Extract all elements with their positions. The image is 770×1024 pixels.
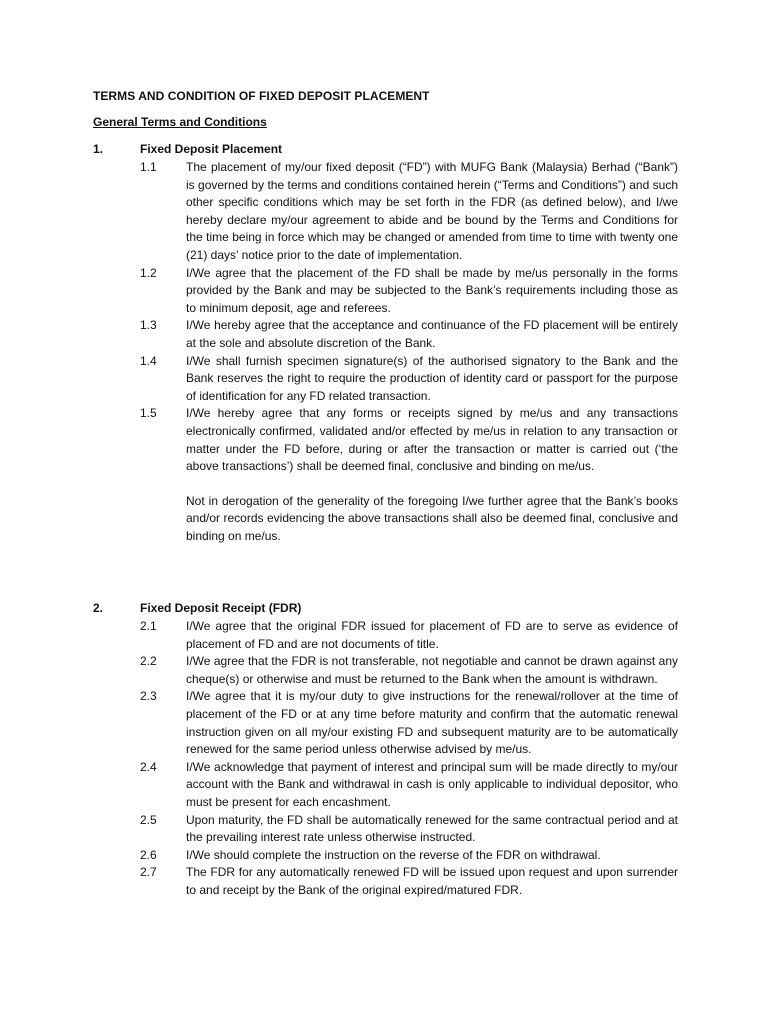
clause-text: I/We agree that it is my/our duty to give instructions for the renewal/rollover at the time of placement of the FD or at any time before maturity and confirm that the automatic renewal instruction given on all my/our existing FD and subsequent maturity are to be automatically renewed for the same period unless otherwise advised by me/us. bbox=[186, 689, 678, 757]
clause-1-4 bbox=[93, 353, 678, 406]
clause-2-1 bbox=[93, 618, 678, 653]
clause-1-1 bbox=[93, 159, 678, 265]
clause-1-2 bbox=[93, 265, 678, 318]
clause-2-5 bbox=[93, 812, 678, 847]
section-fixed-deposit-receipt bbox=[93, 600, 678, 900]
section-number: 1. bbox=[93, 142, 104, 156]
clause-number: 2.2 bbox=[140, 654, 157, 669]
section-heading bbox=[93, 600, 678, 618]
section-fixed-deposit-placement bbox=[93, 141, 678, 545]
clause-number: 2.4 bbox=[140, 759, 157, 774]
clause-text: I/We should complete the instruction on the reverse of the FDR on withdrawal. bbox=[186, 847, 601, 862]
clause-number: 2.6 bbox=[140, 847, 157, 862]
clause-2-4 bbox=[93, 759, 678, 812]
clause-number: 1.1 bbox=[140, 160, 157, 174]
clause-number: 1.5 bbox=[140, 406, 157, 421]
clause-1-3 bbox=[93, 317, 678, 352]
clause-1-5 bbox=[93, 405, 678, 475]
clause-text: I/We agree that the placement of the FD shall be made by me/us personally in the forms provided by the Bank and may be subjected to the Bank’s requirements including those as to minimum deposit, age and referees. bbox=[186, 265, 678, 315]
clause-number: 1.4 bbox=[140, 353, 157, 368]
section-title: Fixed Deposit Receipt (FDR) bbox=[140, 601, 302, 615]
clause-2-6 bbox=[93, 847, 678, 865]
clause-number: 1.2 bbox=[140, 265, 157, 280]
section-number: 2. bbox=[93, 601, 104, 615]
clause-number: 2.7 bbox=[140, 865, 157, 880]
section-heading bbox=[93, 141, 678, 159]
document-subtitle: General Terms and Conditions bbox=[93, 115, 267, 129]
clause-number: 2.3 bbox=[140, 689, 157, 704]
clause-text: I/We agree that the FDR is not transferable, not negotiable and cannot be drawn against any cheque(s) or otherwise and must be returned to the Bank when the amount is withdrawn. bbox=[186, 654, 678, 686]
clause-text: I/We agree that the original FDR issued for placement of FD are to serve as evidence of placement of FD and are not documents of title. bbox=[186, 619, 678, 651]
clause-text: I/We acknowledge that payment of interest and principal sum will be made directly to my/our account with the Bank and withdrawal in cash is only applicable to individual depositor, who must be present for each encashment. bbox=[186, 759, 678, 809]
clause-text: I/We hereby agree that the acceptance and continuance of the FD placement will be entirely at the sole and absolute discretion of the Bank. bbox=[186, 318, 678, 350]
clause-1-5-note: Not in derogation of the generality of the foregoing I/we further agree that the Bank’s books and/or records evidencing the above transactions shall also be deemed final, conclusive and binding on me/us. bbox=[186, 493, 678, 543]
clause-number: 1.3 bbox=[140, 318, 157, 333]
clause-2-3 bbox=[93, 688, 678, 758]
clause-text: I/We shall furnish specimen signature(s) of the authorised signatory to the Bank and the Bank reserves the right to require the production of identity card or passport for the purpose of identification for any FD related transaction. bbox=[186, 353, 678, 403]
clause-text: The FDR for any automatically renewed FD will be issued upon request and upon surrender to and receipt by the Bank of the original expired/matured FDR. bbox=[186, 865, 678, 897]
document-title: TERMS AND CONDITION OF FIXED DEPOSIT PLACEMENT bbox=[93, 89, 430, 103]
section-title: Fixed Deposit Placement bbox=[140, 142, 283, 156]
clause-text: The placement of my/our fixed deposit (“FD”) with MUFG Bank (Malaysia) Berhad (“Bank”) is governed by the terms and conditions contained herein (“Terms and Conditions”) and such other specific conditions which may be set forth in the FDR (as defined below), and I/we hereby declare my/our agreement to abide and be bound by the Terms and Conditions for the time being in force which may be changed or amended from time to time with twenty one (21) days’ notice prior to the date of implementation. bbox=[186, 160, 678, 262]
clause-text: I/We hereby agree that any forms or receipts signed by me/us and any transactions electronically confirmed, validated and/or effected by me/us in relation to any transaction or matter under the FD before, during or after the transaction or matter is carried out (‘the above transactions’) shall be deemed final, conclusive and binding on me/us. bbox=[186, 406, 678, 474]
clause-number: 2.5 bbox=[140, 812, 157, 827]
clause-2-2 bbox=[93, 653, 678, 688]
clause-number: 2.1 bbox=[140, 619, 157, 633]
clause-2-7 bbox=[93, 864, 678, 899]
clause-text: Upon maturity, the FD shall be automatically renewed for the same contractual period and at the prevailing interest rate unless otherwise instructed. bbox=[186, 812, 678, 845]
